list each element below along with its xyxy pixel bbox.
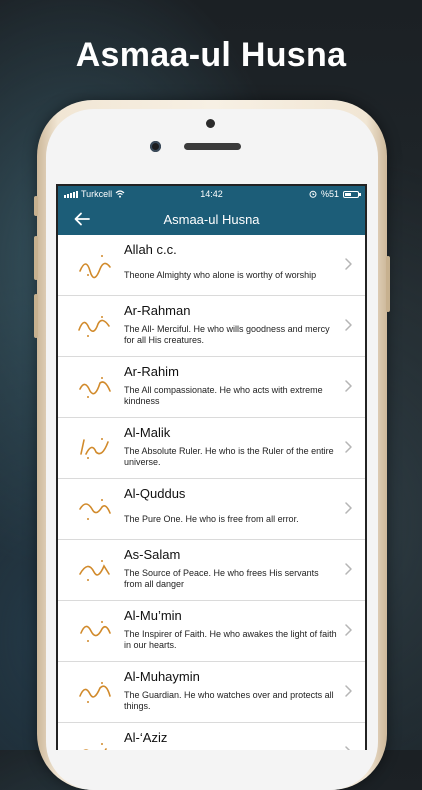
status-right-group: [309, 189, 359, 199]
chevron-right-icon: [343, 562, 353, 576]
alarm-icon: [309, 190, 317, 198]
name-description: The All compassionate. He who acts with extreme kindness: [124, 385, 323, 406]
nav-title: Asmaa-ul Husna: [163, 212, 260, 227]
list-item[interactable]: [58, 296, 365, 357]
name-title: Al-Mu’min: [124, 608, 182, 623]
name-title: As-Salam: [124, 547, 181, 562]
arabic-calligraphy-icon: [76, 617, 114, 645]
battery-icon: [343, 191, 359, 198]
battery-percent: %51: [320, 189, 339, 199]
volume-up-button: [34, 236, 38, 280]
name-title: Al-Malik: [124, 425, 171, 440]
list-item[interactable]: [58, 479, 365, 540]
name-description: The All- Merciful. He who wills goodness and mercy for all His creatures.: [124, 324, 330, 345]
volume-down-button: [34, 294, 38, 338]
list-item[interactable]: [58, 418, 365, 479]
name-title: Al-‘Aziz: [124, 730, 168, 745]
power-button: [386, 256, 390, 312]
mute-switch: [34, 196, 38, 216]
name-description: The Guardian. He who watches over and protects all things.: [124, 690, 334, 711]
arabic-calligraphy-icon: [76, 556, 114, 584]
name-description: Theone Almighty who alone is worthy of worship: [124, 270, 317, 280]
name-description: The Inspirer of Faith. He who awakes the light of faith in our hearts.: [124, 629, 337, 650]
chevron-right-icon: [343, 318, 353, 332]
arabic-calligraphy-icon: [76, 251, 114, 279]
arabic-calligraphy-icon: [76, 373, 114, 401]
list-item[interactable]: [58, 723, 365, 750]
chevron-right-icon: [343, 684, 353, 698]
battery-level-fill: [345, 193, 351, 196]
list-item[interactable]: [58, 540, 365, 601]
chevron-right-icon: [343, 379, 353, 393]
navigation-bar: [58, 203, 365, 235]
chevron-right-icon: [343, 257, 353, 271]
name-description: The Absolute Ruler. He who is the Ruler of the entire universe.: [124, 446, 334, 467]
name-title: Al-Muhaymin: [124, 669, 200, 684]
list-item[interactable]: [58, 601, 365, 662]
name-title: Al-Quddus: [124, 486, 186, 501]
arabic-calligraphy-icon: [76, 739, 114, 750]
arabic-calligraphy-icon: [76, 495, 114, 523]
chevron-right-icon: [343, 501, 353, 515]
app-screen: [56, 184, 367, 750]
arabic-calligraphy-icon: [76, 678, 114, 706]
list-item[interactable]: [58, 235, 365, 296]
carrier-label: Turkcell: [81, 189, 113, 199]
arabic-calligraphy-icon: [76, 434, 114, 462]
name-description: The Source of Peace. He who frees His servants from all danger: [124, 568, 319, 589]
list-item[interactable]: [58, 662, 365, 723]
name-title: Ar-Rahim: [124, 364, 179, 379]
status-time: 14:42: [200, 189, 223, 199]
status-bar: [58, 186, 365, 203]
name-title: Ar-Rahman: [124, 303, 191, 318]
arabic-calligraphy-icon: [76, 312, 114, 340]
front-camera: [206, 119, 215, 128]
name-description: The Pure One. He who is free from all error.: [124, 514, 299, 524]
chevron-right-icon: [343, 440, 353, 454]
chevron-right-icon: [343, 745, 353, 750]
names-list: [58, 235, 365, 750]
chevron-right-icon: [343, 623, 353, 637]
earpiece-speaker: [184, 143, 241, 150]
name-title: Allah c.c.: [124, 242, 177, 257]
promo-headline: Asmaa-ul Husna: [75, 36, 347, 74]
list-item[interactable]: [58, 357, 365, 418]
proximity-sensor: [150, 141, 161, 152]
